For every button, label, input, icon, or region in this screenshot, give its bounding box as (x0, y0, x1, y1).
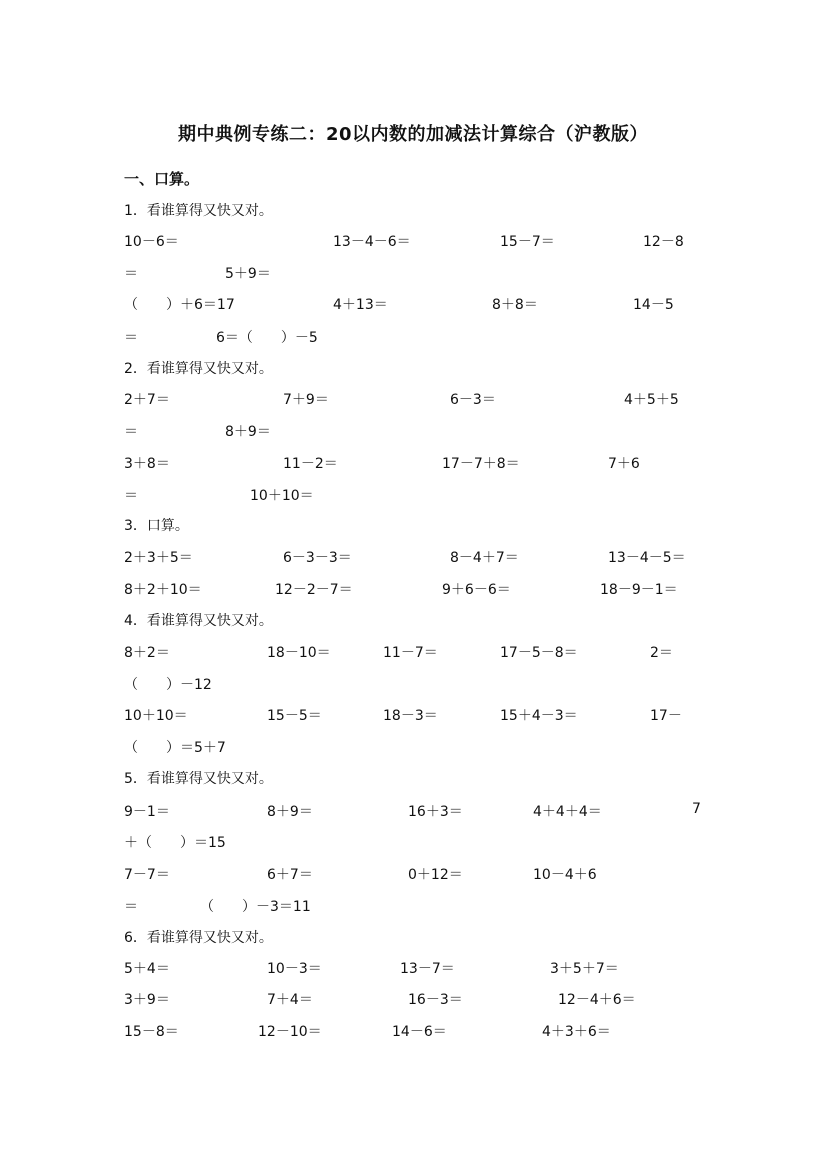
problem-row (0, 389, 826, 411)
section-heading: 一、口算。 (124, 170, 200, 188)
math-problem: 9＋6－6＝ (442, 582, 511, 598)
problem-row (0, 327, 826, 349)
problem-row (0, 485, 826, 507)
math-problem: 12－10＝ (258, 1024, 322, 1040)
math-problem: 12－4＋6＝ (558, 992, 636, 1008)
math-problem: （ ）－12 (124, 677, 212, 693)
problem-row (0, 642, 826, 664)
problem-row (0, 547, 826, 569)
math-problem: 8＋8＝ (492, 297, 538, 313)
math-problem: ＝ (124, 899, 138, 915)
problem-row (0, 453, 826, 475)
math-problem: 11－7＝ (383, 645, 438, 661)
document-title: 期中典例专练二：20以内数的加减法计算综合（沪教版） (177, 124, 649, 145)
math-problem: 15＋4－3＝ (500, 708, 578, 724)
math-problem: 8＋2＋10＝ (124, 582, 202, 598)
math-problem: 11－2＝ (283, 456, 338, 472)
math-problem: 15－7＝ (500, 234, 555, 250)
math-problem: ＝ (124, 488, 138, 504)
problem-row (0, 1021, 826, 1043)
math-problem: 10－6＝ (124, 234, 179, 250)
math-problem: 3＋8＝ (124, 456, 170, 472)
math-problem: 6－3－3＝ (283, 550, 352, 566)
math-problem: 17－7＋8＝ (442, 456, 520, 472)
problem-row (0, 579, 826, 601)
math-problem: ＝ (124, 330, 138, 346)
exercise-heading: 3．口算。 (124, 518, 189, 534)
math-problem: 17－ (650, 708, 682, 724)
math-problem: 10＋10＝ (124, 708, 188, 724)
math-problem: 8＋9＝ (267, 804, 313, 820)
problem-row (0, 231, 826, 253)
math-problem: 4＋4＋4＝ (533, 804, 602, 820)
math-problem: 2＋3＋5＝ (124, 550, 193, 566)
math-problem: 2＝ (650, 645, 673, 661)
math-problem: 18－10＝ (267, 645, 331, 661)
math-problem: 4＋13＝ (333, 297, 388, 313)
exercise-heading: 4．看谁算得又快又对。 (124, 613, 273, 629)
math-problem: 8－4＋7＝ (450, 550, 519, 566)
exercise-heading: 5．看谁算得又快又对。 (124, 771, 273, 787)
math-problem: 10＋10＝ (250, 488, 314, 504)
math-problem: （ ）－3＝11 (200, 899, 311, 915)
math-problem: 17－5－8＝ (500, 645, 578, 661)
math-problem: 8＋2＝ (124, 645, 170, 661)
math-problem: 5＋4＝ (124, 961, 170, 977)
problem-row (0, 705, 826, 727)
math-problem: ＝ (124, 424, 138, 440)
math-problem: 13－4－5＝ (608, 550, 686, 566)
problem-row (0, 737, 826, 759)
math-problem: 13－4－6＝ (333, 234, 411, 250)
math-problem: 10－3＝ (267, 961, 322, 977)
problem-row (0, 864, 826, 886)
math-problem: 9－1＝ (124, 804, 170, 820)
math-problem: （ ）＋6＝17 (124, 297, 235, 313)
math-problem: 14－6＝ (392, 1024, 447, 1040)
math-problem: （ ）＝5＋7 (124, 740, 226, 756)
exercise-heading: 6．看谁算得又快又对。 (124, 930, 273, 946)
math-problem: 6－3＝ (450, 392, 496, 408)
exercise-heading: 1．看谁算得又快又对。 (124, 203, 273, 219)
math-problem: 12－8 (643, 234, 684, 250)
math-problem: 15－8＝ (124, 1024, 179, 1040)
exercise-heading: 2．看谁算得又快又对。 (124, 361, 273, 377)
math-problem: 4＋3＋6＝ (542, 1024, 611, 1040)
math-problem: 16－3＝ (408, 992, 463, 1008)
math-problem: 8＋9＝ (225, 424, 271, 440)
math-problem: 18－3＝ (383, 708, 438, 724)
math-problem: 5＋9＝ (225, 266, 271, 282)
math-problem: 2＋7＝ (124, 392, 170, 408)
problem-row (0, 958, 826, 980)
math-problem: 18－9－1＝ (600, 582, 678, 598)
math-problem: 14－5 (633, 297, 674, 313)
problem-row (0, 801, 826, 823)
math-problem: 10－4＋6 (533, 867, 597, 883)
math-problem: 7 (692, 801, 701, 817)
problem-row (0, 989, 826, 1011)
problem-row (0, 294, 826, 316)
problem-row (0, 263, 826, 285)
math-problem: 0＋12＝ (408, 867, 463, 883)
math-problem: 6＋7＝ (267, 867, 313, 883)
problem-row (0, 832, 826, 854)
math-problem: 7＋9＝ (283, 392, 329, 408)
math-problem: 13－7＝ (400, 961, 455, 977)
math-problem: ＝ (124, 266, 138, 282)
math-problem: 4＋5＋5 (624, 392, 679, 408)
problem-row (0, 896, 826, 918)
math-problem: 16＋3＝ (408, 804, 463, 820)
math-problem: 3＋9＝ (124, 992, 170, 1008)
math-problem: 15－5＝ (267, 708, 322, 724)
math-problem: 12－2－7＝ (275, 582, 353, 598)
problem-row (0, 674, 826, 696)
problem-row (0, 421, 826, 443)
math-problem: 7＋6 (608, 456, 640, 472)
math-problem: 7－7＝ (124, 867, 170, 883)
math-problem: 3＋5＋7＝ (550, 961, 619, 977)
math-problem: 6＝（ ）－5 (216, 330, 318, 346)
math-problem: 7＋4＝ (267, 992, 313, 1008)
math-problem: ＋（ ）＝15 (124, 835, 226, 851)
